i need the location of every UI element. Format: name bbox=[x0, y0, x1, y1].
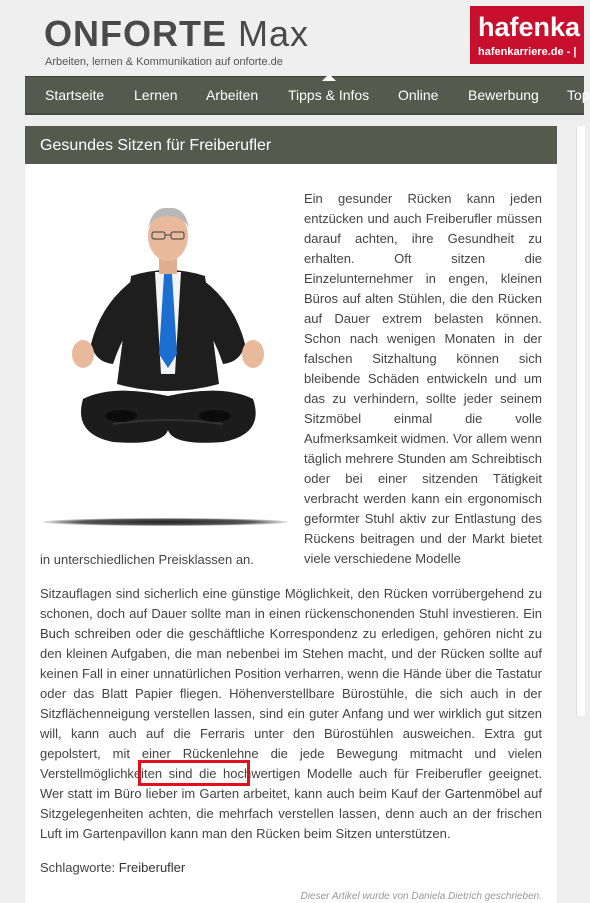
nav-item-top[interactable]: Top bbox=[567, 87, 590, 103]
ad-title: hafenka bbox=[478, 12, 581, 42]
nav-item-lernen[interactable]: Lernen bbox=[134, 87, 178, 103]
highlight-box bbox=[138, 760, 250, 786]
tags-label: Schlagworte: bbox=[40, 860, 119, 875]
meditating-businessman-image bbox=[43, 184, 293, 524]
paragraph-intro: Ein gesunder Rücken kann jeden entzücken und auch Freiberufler müssen darauf achten, ihre Gesundheit zu erhalten. Oft sitzen die Einzelunternehmer in engen, kleinen Büros auf alten Stühlen, die den Rücken auf Dauer extrem belasten können. Schon nach wenigen Monaten in der falschen Sitzhaltung können sich bleibende Schäden entwickeln und um das zu verhindern, sollte jeder seinem Sitzmöbel einmal die volle Aufmerksamkeit widmen. Vor allem wenn täglich mehrere Stunden am Schreibtisch oder bei einer sitzenden Tätigkeit verbracht werden kann ein ergonomisch geformter Stuhl aktiv zur Entlastung des Rückens beitragen und der Markt bietet viele verschiedene Modelle bbox=[304, 191, 542, 566]
image-floor-shadow bbox=[43, 518, 288, 526]
nav-item-arbeiten[interactable]: Arbeiten bbox=[206, 87, 259, 103]
article-title: Gesundes Sitzen für Freiberufler bbox=[40, 137, 272, 154]
site-tagline: Arbeiten, lernen & Kommunikation auf onforte.de bbox=[45, 56, 283, 68]
paragraph-intro-tail: in unterschiedlichen Preisklassen an. bbox=[40, 552, 254, 567]
paragraph-main-text-3: auf Sitzgelegenheiten achten, die mehrfach verstellen lassen, denn auch an der frischen Luft im Gartenpavillon kann man den Rücken beim Sitzen unterstützen. bbox=[40, 786, 542, 841]
article-title-bar bbox=[25, 126, 557, 164]
nav-active-marker bbox=[322, 74, 336, 81]
nav-item-tipps-infos[interactable]: Tipps & Infos bbox=[288, 87, 370, 103]
paragraph-main bbox=[40, 584, 542, 844]
nav-item-online[interactable]: Online bbox=[398, 87, 439, 103]
logo-suffix: Max bbox=[238, 13, 310, 54]
article-tags bbox=[40, 860, 185, 875]
link-buch-schreiben[interactable]: Buch schreiben bbox=[40, 626, 131, 641]
tag-link-freiberufler[interactable]: Freiberufler bbox=[118, 860, 186, 875]
article-content bbox=[25, 126, 557, 903]
main-nav bbox=[25, 76, 590, 115]
sidebar-edge bbox=[576, 126, 585, 716]
ad-banner[interactable] bbox=[470, 6, 584, 64]
ad-subtitle: hafenkarriere.de - | bbox=[478, 46, 577, 58]
nav-item-startseite[interactable]: Startseite bbox=[45, 87, 105, 103]
site-logo[interactable] bbox=[44, 14, 309, 54]
paragraph-main-text-1: Sitzauflagen sind sicherlich eine günstige Möglichkeit, den Rücken vorrübergehend zu schonen, doch auf Dauer sollte man in einen rückenschonenden Stuhl investieren. Ein bbox=[40, 586, 542, 621]
link-gartenmoebel[interactable]: Gartenmöbel bbox=[444, 786, 520, 801]
nav-item-bewerbung[interactable]: Bewerbung bbox=[468, 87, 539, 103]
logo-brand: ONFORTE bbox=[44, 13, 227, 54]
paragraph-main-text-2: oder die geschäftliche Korrespondenz zu erledigen, gehören nicht zu den kleinen Aufgaben, die man nebenbei im Stehen macht, und der Rücken sollte auf keinen Fall in einer unnatürlichen Position verharren, wenn die Hände über die Tastatur oder das Blatt Papier fliegen. Höhenverstellbare Bürostühle, die sich auch in der Sitzflächenneigung verstellen lassen, sind ein guter Anfang und wer wirklich gut sitzen will, kann auch auf die Ferraris unter den Bürostühlen ausweichen. Extra gut gepolstert, mit einer Rückenlehne die jede Bewegung mitmacht und vielen Verstellmöglichkeiten sind die hochwertigen Modelle auch für Freiberufler geeignet. Wer statt im Büro lieber im Garten arbeitet, kann auch beim Kauf der bbox=[40, 626, 542, 801]
site-header bbox=[0, 0, 584, 74]
author-note: Dieser Artikel wurde von Daniela Dietrich geschrieben. bbox=[300, 891, 542, 902]
